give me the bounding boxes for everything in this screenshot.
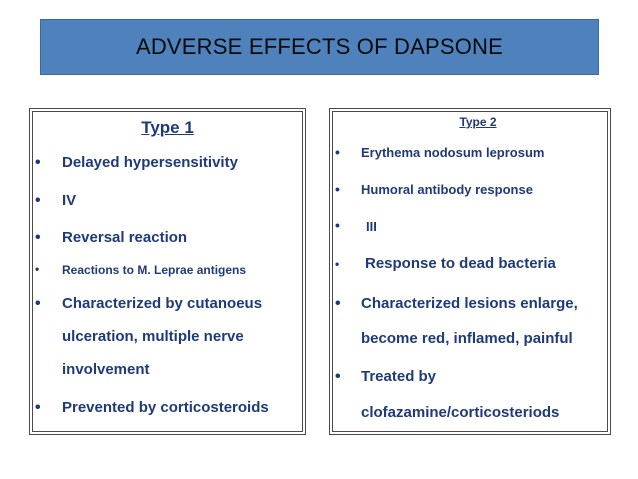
- bullet-icon: •: [335, 295, 341, 312]
- type2-item-6-line-2: clofazamine/corticosteriods: [361, 404, 560, 421]
- bullet-icon: •: [35, 154, 41, 171]
- type2-heading: Type 2: [459, 115, 497, 129]
- bullet-icon: •: [35, 229, 41, 246]
- type1-item-5-line-3: involvement: [62, 361, 150, 378]
- type1-item-5-line-1: Characterized by cutanoeus: [62, 295, 263, 312]
- bullet-icon: •: [335, 217, 340, 233]
- type1-item-2: IV: [62, 192, 77, 209]
- type1-item-1: Delayed hypersensitivity: [62, 154, 238, 171]
- type1-item-5-line-2: ulceration, multiple nerve: [62, 328, 244, 345]
- type1-item-6: Prevented by corticosteroids: [62, 399, 269, 416]
- slide-title: ADVERSE EFFECTS OF DAPSONE: [135, 34, 504, 59]
- type2-item-4: Response to dead bacteria: [365, 255, 556, 272]
- type1-item-4: Reactions to M. Leprae antigens: [62, 263, 247, 277]
- bullet-icon: •: [35, 399, 41, 416]
- type2-item-5-line-2: become red, inflamed, painful: [361, 330, 573, 347]
- type2-item-2: Humoral antibody response: [361, 182, 533, 197]
- type2-box: [329, 108, 611, 435]
- type2-item-6-line-1: Treated by: [361, 368, 437, 385]
- type1-heading: Type 1: [141, 118, 194, 137]
- type2-item-5-line-1: Characterized lesions enlarge,: [361, 295, 578, 312]
- title-banner: [40, 19, 599, 75]
- bullet-icon: •: [35, 192, 41, 209]
- bullet-icon: •: [35, 295, 41, 312]
- type2-item-1: Erythema nodosum leprosum: [361, 145, 545, 160]
- bullet-icon: •: [335, 144, 340, 160]
- bullet-icon: •: [35, 262, 40, 276]
- bullet-icon: •: [335, 368, 341, 385]
- bullet-icon: •: [335, 257, 340, 271]
- type1-box: [29, 108, 306, 435]
- type2-item-3: III: [366, 219, 377, 234]
- bullet-icon: •: [335, 181, 340, 197]
- type1-item-3: Reversal reaction: [62, 229, 188, 246]
